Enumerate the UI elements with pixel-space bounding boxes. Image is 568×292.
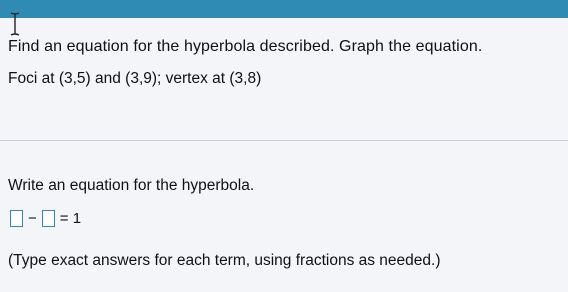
equals-one: = 1 xyxy=(59,209,82,227)
minus-sign: − xyxy=(28,209,37,227)
question-panel xyxy=(0,18,568,292)
text-cursor-icon xyxy=(9,12,21,36)
top-bar xyxy=(0,0,568,18)
answer-box-first-term[interactable] xyxy=(10,210,23,227)
divider xyxy=(0,140,568,141)
instruction-note: (Type exact answers for each term, using fractions as needed.) xyxy=(8,252,441,269)
answer-prompt: Write an equation for the hyperbola. xyxy=(8,177,255,194)
equation-row xyxy=(10,208,82,228)
question-text: Find an equation for the hyperbola described. Graph the equation. xyxy=(8,38,483,55)
answer-box-second-term[interactable] xyxy=(42,210,55,227)
given-conditions: Foci at (3,5) and (3,9); vertex at (3,8) xyxy=(8,70,262,87)
